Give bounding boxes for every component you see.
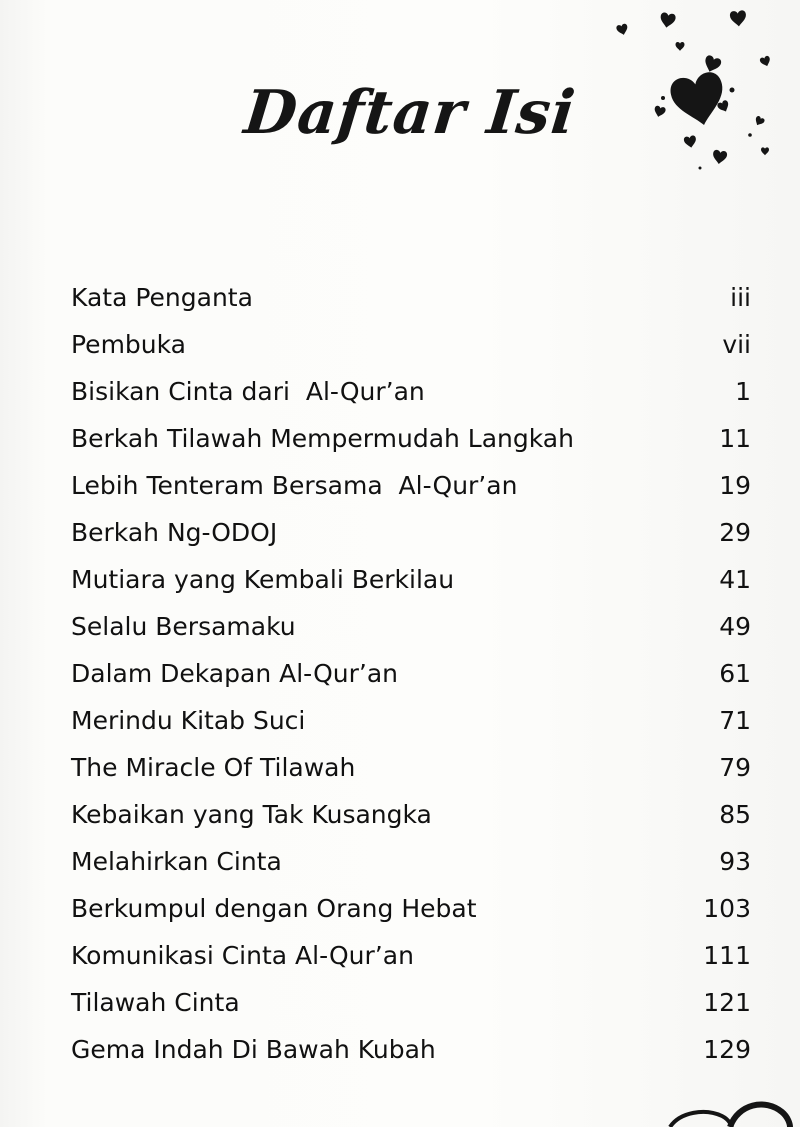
toc-entry-page: 93 [719,847,751,876]
toc-entry-page: iii [730,283,751,312]
toc-entry[interactable] [71,1026,751,1073]
toc-entry-title: Dalam Dekapan Al-Qur’an [71,659,399,688]
toc-entry-title: Berkah Tilawah Mempermudah Langkah [71,424,574,453]
toc-entry[interactable] [71,885,751,932]
toc-entry[interactable] [71,321,751,368]
toc-entry-title: Kata Penganta [71,283,253,312]
toc-entry[interactable] [71,838,751,885]
toc-entry[interactable] [71,697,751,744]
toc-entry-page: 49 [719,612,751,641]
toc-entry-title: Tilawah Cinta [71,988,240,1017]
toc-entry[interactable] [71,979,751,1026]
toc-entry-title: Komunikasi Cinta Al-Qur’an [71,941,414,970]
hearts-cluster-icon [600,0,800,180]
toc-entry-page: 1 [735,377,751,406]
toc-entry-page: 41 [719,565,751,594]
toc-entry[interactable] [71,556,751,603]
toc-entry[interactable] [71,368,751,415]
toc-entry-title: Berkumpul dengan Orang Hebat [71,894,477,923]
toc-entry-page: 85 [719,800,751,829]
toc-entry-page: 11 [719,424,751,453]
toc-entry-title: Bisikan Cinta dari Al-Qur’an [71,377,425,406]
toc-entry-title: Kebaikan yang Tak Kusangka [71,800,432,829]
toc-entry-title: The Miracle Of Tilawah [71,753,356,782]
toc-entry-page: vii [722,330,751,359]
toc-entry[interactable] [71,509,751,556]
toc-entry-page: 79 [719,753,751,782]
toc-entry-title: Gema Indah Di Bawah Kubah [71,1035,436,1064]
toc-entry[interactable] [71,462,751,509]
toc-entry-page: 103 [703,894,751,923]
toc-entry[interactable] [71,650,751,697]
toc-entry-page: 129 [703,1035,751,1064]
toc-entry-page: 19 [719,471,751,500]
toc-entry-title: Merindu Kitab Suci [71,706,306,735]
toc-entry-title: Mutiara yang Kembali Berkilau [71,565,455,594]
toc-entry[interactable] [71,791,751,838]
toc-entry-page: 111 [703,941,751,970]
toc-entry[interactable] [71,932,751,979]
toc-entry-page: 61 [719,659,751,688]
toc-entry[interactable] [71,603,751,650]
toc-entry-title: Pembuka [71,330,186,359]
toc-entry-title: Selalu Bersamaku [71,612,296,641]
page-title: Daftar Isi [241,78,579,148]
toc-entry[interactable] [71,415,751,462]
toc-entry-title: Berkah Ng-ODOJ [71,518,278,547]
toc-entry[interactable] [71,744,751,791]
swirl-ornament-icon [660,1090,800,1127]
toc-entry-page: 71 [719,706,751,735]
toc-entry-title: Lebih Tenteram Bersama Al-Qur’an [71,471,518,500]
toc-entry-page: 29 [719,518,751,547]
toc-entry-title: Melahirkan Cinta [71,847,282,876]
toc-entry-page: 121 [703,988,751,1017]
toc-entry[interactable] [71,274,751,321]
table-of-contents [71,274,751,1073]
